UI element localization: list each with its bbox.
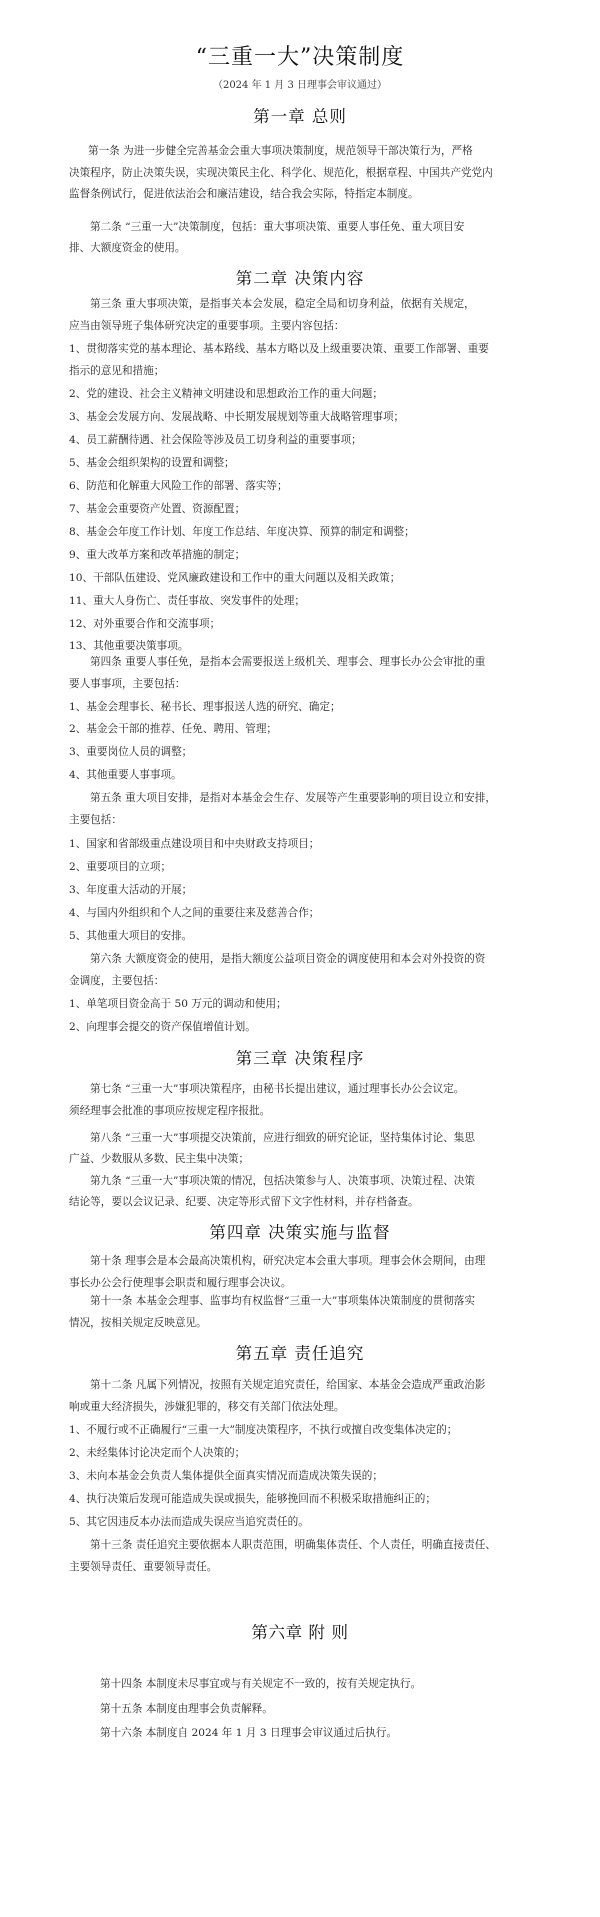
list-item: 12、对外重要合作和交流事项； xyxy=(69,618,221,630)
article-3-line-1: 第三条 重大事项决策，是指事关本会发展，稳定全局和切身利益，依据有关规定， xyxy=(90,298,475,310)
article-8-line-1: 第八条 “三重一大”事项提交决策前，应进行细致的研究论证，坚持集体讨论、集思 xyxy=(90,1132,475,1144)
list-item: 9、重大改革方案和改革措施的制定； xyxy=(69,549,246,561)
article-5-line-2: 主要包括： xyxy=(69,814,122,826)
article-5-line-1: 第五条 重大项目安排，是指对本基金会生存、发展等产生重要影响的项目设立和安排， xyxy=(90,792,496,804)
list-item: 2、基金会干部的推荐、任免、聘用、管理； xyxy=(69,723,278,735)
list-item: 4、执行决策后发现可能造成失误或损失，能够挽回而不积极采取措施纠正的； xyxy=(69,1493,436,1505)
article-9-line-1: 第九条 “三重一大”事项决策的情况，包括决策参与人、决策事项、决策过程、决策 xyxy=(90,1175,475,1187)
list-item: 3、基金会发展方向、发展战略、中长期发展规划等重大战略管理事项； xyxy=(69,411,405,423)
article-11-line-1: 第十一条 本基金会理事、监事均有权监督“三重一大”事项集体决策制度的贯彻落实 xyxy=(90,1295,475,1307)
article-8-line-2: 广益、少数服从多数、民主集中决策； xyxy=(69,1153,250,1165)
article-4-line-2: 要人事事项，主要包括： xyxy=(69,678,186,690)
article-1-line-2: 决策程序，防止决策失误，实现决策民主化、科学化、规范化，根据章程、中国共产党党内 xyxy=(69,167,493,179)
list-item: 1、基金会理事长、秘书长、理事报送人选的研究、确定； xyxy=(69,701,341,713)
article-2-line-2: 排、大额度资金的使用。 xyxy=(69,242,186,254)
list-item: 2、党的建设、社会主义精神文明建设和思想政治工作的重大问题； xyxy=(69,388,383,400)
article-6-line-2: 金调度，主要包括： xyxy=(69,975,165,987)
list-item: 2、向理事会提交的资产保值增值计划。 xyxy=(69,1021,256,1033)
list-item: 2、未经集体讨论决定而个人决策的； xyxy=(69,1447,246,1459)
article-10-line-2: 事长办公会行使理事会职责和履行理事会决议。 xyxy=(69,1277,292,1289)
list-item: 1、单笔项目资金高于 50 万元的调动和使用； xyxy=(69,998,287,1010)
article-7-line-1: 第七条 “三重一大”事项决策程序，由秘书长提出建议，通过理事长办公会议定。 xyxy=(90,1083,465,1095)
list-item: 8、基金会年度工作计划、年度工作总结、年度决算、预算的制定和调整； xyxy=(69,526,415,538)
chapter-4-heading: 第四章 决策实施与监督 xyxy=(209,1223,391,1242)
list-item: 7、基金会重要资产处置、资源配置； xyxy=(69,503,246,515)
chapter-2-heading: 第二章 决策内容 xyxy=(235,269,365,288)
list-item: 3、未向本基金会负责人集体提供全面真实情况而造成决策失误的； xyxy=(69,1470,383,1482)
chapter-5-heading: 第五章 责任追究 xyxy=(235,1344,365,1363)
list-item: 5、其它因违反本办法而造成失误应当追究责任的。 xyxy=(69,1516,309,1528)
article-12-line-1: 第十二条 凡属下列情况，按照有关规定追究责任，给国家、本基金会造成严重政治影 xyxy=(90,1379,486,1391)
article-7-line-2: 须经理事会批准的事项应按规定程序报批。 xyxy=(69,1105,271,1117)
article-6-line-1: 第六条 大额度资金的使用，是指大额度公益项目资金的调度使用和本会对外投资的资 xyxy=(90,953,486,965)
article-13-line-1: 第十三条 责任追究主要依据本人职责范围，明确集体责任、个人责任，明确直接责任、 xyxy=(90,1539,496,1551)
list-item: 5、其他重大项目的安排。 xyxy=(69,930,193,942)
article-1-line-1: 第一条 为进一步健全完善基金会重大事项决策制度，规范领导干部决策行为，严格 xyxy=(88,145,473,157)
article-4-line-1: 第四条 重要人事任免，是指本会需要报送上级机关、理事会、理事长办公会审批的重 xyxy=(90,656,486,668)
document-subtitle: （2024 年 1 月 3 日理事会审议通过） xyxy=(212,80,388,91)
article-16: 第十六条 本制度自 2024 年 1 月 3 日理事会审议通过后执行。 xyxy=(100,1727,398,1739)
list-item: 3、年度重大活动的开展； xyxy=(69,884,193,896)
article-11-line-2: 情况，按相关规定反映意见。 xyxy=(69,1317,207,1329)
list-item: 11、重大人身伤亡、责任事故、突发事件的处理； xyxy=(69,595,305,607)
article-9-line-2: 结论等，要以会议记录、纪要、决定等形式留下文字性材料，并存档备查。 xyxy=(69,1196,419,1208)
list-item: 1、不履行或不正确履行“三重一大”制度决策程序，不执行或擅自改变集体决定的； xyxy=(69,1424,458,1436)
list-item: 4、与国内外组织和个人之间的重要往来及慈善合作； xyxy=(69,907,320,919)
article-12-line-2: 响或重大经济损失，涉嫌犯罪的，移交有关部门依法处理。 xyxy=(69,1401,345,1413)
article-13-line-2: 主要领导责任、重要领导责任。 xyxy=(69,1561,218,1573)
document-title: “三重一大”决策制度 xyxy=(195,45,405,70)
chapter-1-heading: 第一章 总则 xyxy=(253,107,347,126)
article-15: 第十五条 本制度由理事会负责解释。 xyxy=(100,1703,273,1715)
article-2-line-1: 第二条 “三重一大”决策制度，包括：重大事项决策、重要人事任免、重大项目安 xyxy=(90,221,465,233)
list-item: 1、贯彻落实党的基本理论、基本路线、基本方略以及上级重要决策、重要工作部署、重要 xyxy=(69,343,489,355)
article-1-line-3: 监督条例试行，促进依法治会和廉洁建设，结合我会实际，特指定本制度。 xyxy=(69,188,419,200)
list-item: 10、干部队伍建设、党风廉政建设和工作中的重大问题以及相关政策； xyxy=(69,572,401,584)
article-3-line-2: 应当由领导班子集体研究决定的重要事项。主要内容包括： xyxy=(69,320,345,332)
article-14: 第十四条 本制度未尽事宜或与有关规定不一致的，按有关规定执行。 xyxy=(100,1678,422,1690)
chapter-3-heading: 第三章 决策程序 xyxy=(235,1049,365,1068)
article-10-line-1: 第十条 理事会是本会最高决策机构，研究决定本会重大事项。理事会休会期间，由理 xyxy=(90,1255,486,1267)
list-item: 6、防范和化解重大风险工作的部署、落实等； xyxy=(69,480,288,492)
chapter-6-heading: 第六章 附 则 xyxy=(251,1623,349,1642)
list-item: 1、国家和省部级重点建设项目和中央财政支持项目； xyxy=(69,838,320,850)
list-item: 指示的意见和措施； xyxy=(69,365,165,377)
list-item: 13、其他重要决策事项。 xyxy=(69,640,189,652)
list-item: 3、重要岗位人员的调整； xyxy=(69,746,193,758)
list-item: 5、基金会组织架构的设置和调整； xyxy=(69,457,235,469)
list-item: 4、其他重要人事事项。 xyxy=(69,769,182,781)
list-item: 4、员工薪酬待遇、社会保险等涉及员工切身利益的重要事项； xyxy=(69,434,362,446)
list-item: 2、重要项目的立项； xyxy=(69,861,172,873)
